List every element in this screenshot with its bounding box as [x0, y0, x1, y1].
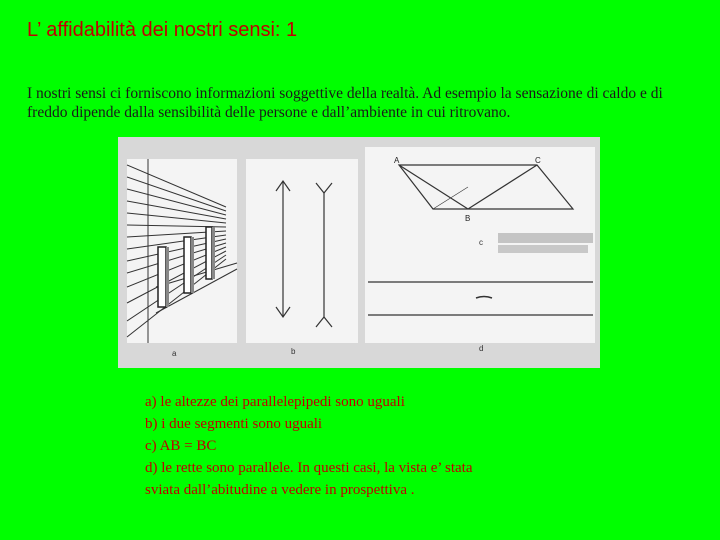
- caption-line: sviata dall’abitudine a vedere in prospettiva .: [145, 482, 415, 498]
- point-label-b: B: [465, 214, 471, 223]
- optical-illusions-figure: [118, 137, 600, 368]
- panel-label-a: a: [172, 349, 177, 358]
- slide-title: L’ affidabilità dei nostri sensi: 1: [27, 19, 298, 41]
- point-label-c: C: [535, 156, 541, 165]
- panel-label-c: c: [479, 238, 483, 247]
- illusions-image: [118, 137, 600, 368]
- intro-paragraph: I nostri sensi ci forniscono informazioni soggettive della realtà. Ad esempio la sensazione di caldo e di freddo dipende dalla sensibilità delle persone e dall’ambiente in cui ritrovano.: [27, 85, 663, 121]
- caption-line: a) le altezze dei parallelepipedi sono uguali: [145, 394, 405, 410]
- caption-line: d) le rette sono parallele. In questi casi, la vista e’ stata: [145, 460, 473, 476]
- panel-label-d: d: [479, 344, 484, 353]
- panel-b-muller-lyer: [246, 159, 358, 343]
- illusions-caption: [145, 391, 575, 501]
- panel-d-parallel-lines: [365, 255, 595, 343]
- caption-line: c) AB = BC: [145, 438, 217, 454]
- caption-line: b) i due segmenti sono uguali: [145, 416, 323, 432]
- point-label-a: A: [394, 156, 400, 165]
- panel-label-b: b: [291, 347, 296, 356]
- panel-a-perspective: [127, 159, 237, 343]
